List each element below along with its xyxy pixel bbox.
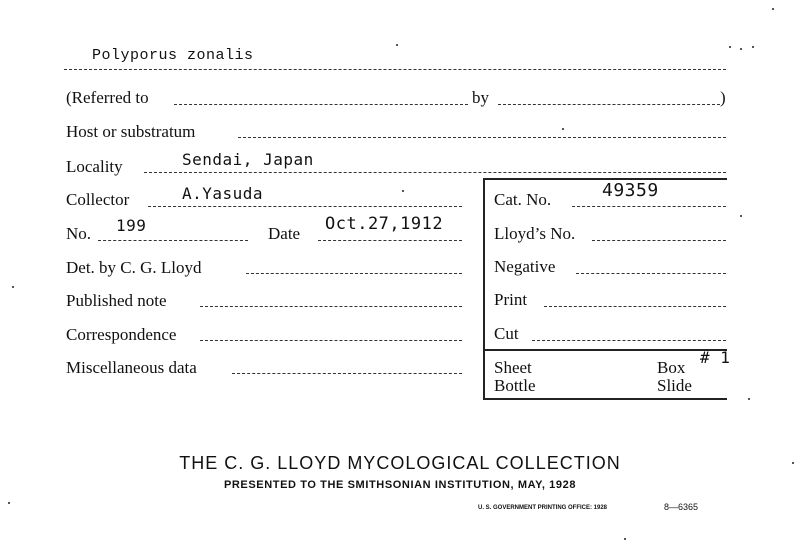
locality-label: Locality [66,157,123,176]
host-label: Host or substratum [66,122,196,141]
collector-line [148,206,462,207]
host-line [238,137,726,138]
negative-line [576,273,726,274]
collection-subtitle: PRESENTED TO THE SMITHSONIAN INSTITUTION, MAY, 1928 [223,479,577,491]
det-by-label: Det. by C. G. Lloyd [66,258,202,277]
published-note-label: Published note [66,291,167,310]
box-value: # 1 [700,348,731,367]
lloyds-no-line [592,240,726,241]
cat-no-label: Cat. No. [494,190,552,209]
box-divider [483,349,727,351]
slide-label: Slide [657,376,692,395]
det-by-line [246,273,462,274]
no-value: 199 [116,216,147,235]
box-label: Box [657,358,686,377]
collector-value: A.Yasuda [182,184,264,203]
box-left-border [483,178,485,399]
species-name: Polyporus zonalis [92,47,254,64]
date-value: Oct.27,1912 [325,214,444,234]
published-note-line [200,306,462,307]
correspondence-label: Correspondence [66,325,177,344]
cat-no-value: 49359 [602,180,659,201]
speck [752,46,754,48]
printing-office-note: U. S. GOVERNMENT PRINTING OFFICE: 1928 [478,505,608,511]
no-line [98,240,248,241]
speck [8,502,10,504]
speck [729,46,731,48]
speck [740,48,742,50]
referred-to-line [174,104,468,105]
no-label: No. [66,224,92,243]
locality-line [144,172,726,173]
speck [562,128,564,130]
print-label: Print [494,290,528,309]
sheet-label: Sheet [494,358,532,377]
date-line [318,240,462,241]
speck [792,462,794,464]
bottle-label: Bottle [494,376,536,395]
print-line [544,306,726,307]
misc-data-label: Miscellaneous data [66,358,197,377]
cat-no-line [572,206,726,207]
collection-title: THE C. G. LLOYD MYCOLOGICAL COLLECTION [179,453,621,473]
referred-to-label: (Referred to [66,88,149,107]
box-bottom-border [483,398,727,400]
speck [740,215,742,217]
speck [772,8,774,10]
speck [12,286,14,288]
by-label: by [472,88,489,107]
speck [402,190,404,192]
by-line [498,104,720,105]
speck [748,398,750,400]
cut-label: Cut [494,324,519,343]
correspondence-line [200,340,462,341]
locality-value: Sendai, Japan [182,150,314,169]
negative-label: Negative [494,257,556,276]
species-line [64,69,726,70]
form-number: 8—6365 [664,502,699,512]
speck [396,44,398,46]
misc-data-line [232,373,462,374]
lloyds-no-label: Lloyd’s No. [494,224,576,243]
date-label: Date [268,224,301,243]
collector-label: Collector [66,190,130,209]
cut-line [532,340,726,341]
speck [624,538,626,540]
close-paren: ) [720,88,726,107]
